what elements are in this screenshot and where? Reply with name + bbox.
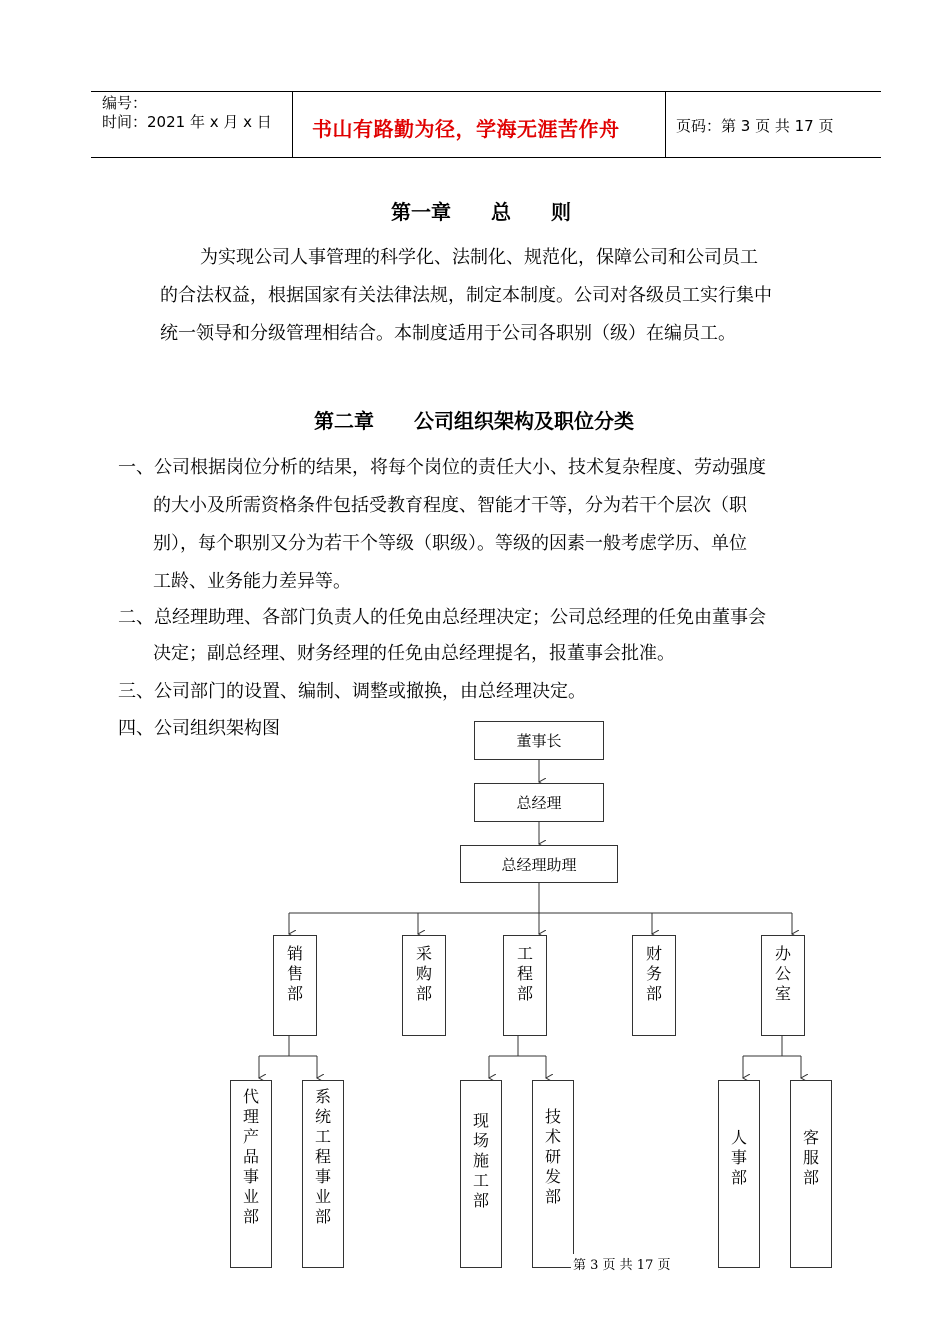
org-box-label: 人事部 bbox=[730, 1128, 747, 1187]
chapter-1-paragraph-line: 统一领导和分级管理相结合。本制度适用于公司各职别（级）在编员工。 bbox=[160, 323, 736, 344]
document-time-label: 时间：2021 年 x 月 x 日 bbox=[102, 113, 272, 131]
org-box-label: 代理产品事业部 bbox=[242, 1087, 259, 1226]
chapter-2-item-line: 决定；副总经理、财务经理的任免由总经理提名，报董事会批准。 bbox=[153, 643, 675, 664]
chapter-2-item-line: 四、公司组织架构图 bbox=[118, 718, 280, 739]
org-box-chairman bbox=[474, 721, 604, 760]
org-box-label: 财务部 bbox=[645, 944, 662, 1003]
org-box-engineering-dept bbox=[503, 935, 547, 1036]
org-box-label: 系统工程事业部 bbox=[314, 1087, 331, 1226]
org-box-system-engineering-division bbox=[302, 1080, 344, 1268]
org-box-tech-rnd-dept bbox=[532, 1080, 574, 1268]
page-footer: 第 3 页 共 17 页 bbox=[571, 1254, 672, 1273]
chapter-2-item-line: 工龄、业务能力差异等。 bbox=[153, 571, 351, 592]
chapter-2-item-line: 一、公司根据岗位分析的结果，将每个岗位的责任大小、技术复杂程度、劳动强度 bbox=[118, 457, 766, 478]
org-box-label: 董事长 bbox=[516, 732, 562, 750]
org-box-label: 总经理 bbox=[516, 794, 562, 812]
chapter-2-item-line: 三、公司部门的设置、编制、调整或撤换，由总经理决定。 bbox=[118, 681, 586, 702]
org-box-hr-dept bbox=[718, 1080, 760, 1268]
org-box-customer-service-dept bbox=[790, 1080, 832, 1268]
chapter-1-paragraph-line: 的合法权益，根据国家有关法律法规，制定本制度。公司对各级员工实行集中 bbox=[160, 285, 772, 306]
org-box-gm-assistant bbox=[460, 845, 618, 883]
org-box-label: 采购部 bbox=[415, 944, 432, 1003]
org-box-purchasing-dept bbox=[402, 935, 446, 1036]
org-box-label: 技术研发部 bbox=[544, 1107, 561, 1206]
org-box-label: 工程部 bbox=[516, 944, 533, 1003]
header-motto: 书山有路勤为径，学海无涯苦作舟 bbox=[312, 117, 620, 141]
chapter-2-item-line: 二、总经理助理、各部门负责人的任免由总经理决定；公司总经理的任免由董事会 bbox=[118, 607, 766, 628]
org-box-general-manager bbox=[474, 783, 604, 822]
page-number-label: 页码：第 3 页 共 17 页 bbox=[676, 117, 834, 135]
org-box-sales-dept bbox=[273, 935, 317, 1036]
org-box-label: 客服部 bbox=[802, 1128, 819, 1187]
org-box-agency-products-division bbox=[230, 1080, 272, 1268]
org-box-site-construction-dept bbox=[460, 1080, 502, 1268]
org-box-label: 现场施工部 bbox=[472, 1111, 489, 1210]
chapter-2-item-line: 的大小及所需资格条件包括受教育程度、智能才干等，分为若干个层次（职 bbox=[153, 495, 747, 516]
org-box-label: 销售部 bbox=[286, 944, 303, 1003]
org-box-finance-dept bbox=[632, 935, 676, 1036]
document-number-label: 编号： bbox=[102, 94, 148, 112]
org-box-label: 总经理助理 bbox=[501, 855, 577, 874]
chapter-1-title: 第一章 总 则 bbox=[391, 200, 571, 224]
chapter-2-item-line: 别），每个职别又分为若干个等级（职级）。等级的因素一般考虑学历、单位 bbox=[153, 533, 747, 554]
chapter-2-title: 第二章 公司组织架构及职位分类 bbox=[314, 409, 634, 433]
org-box-office bbox=[761, 935, 805, 1036]
chapter-1-paragraph-line: 为实现公司人事管理的科学化、法制化、规范化，保障公司和公司员工 bbox=[200, 247, 758, 268]
org-box-label: 办公室 bbox=[774, 944, 791, 1003]
